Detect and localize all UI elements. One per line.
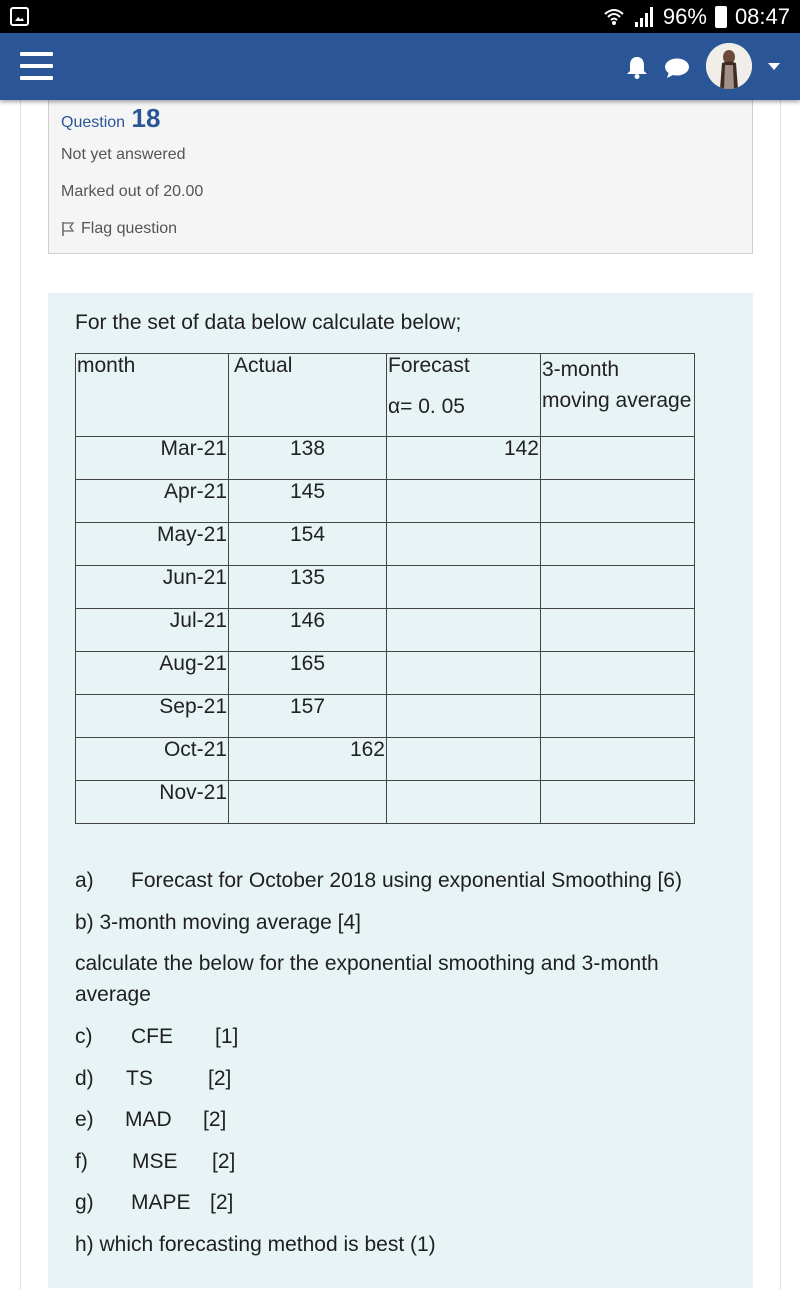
moving-average-cell [541,652,695,695]
forecast-cell [387,781,541,824]
messages-chat-icon[interactable] [664,57,690,79]
table-row [76,652,695,695]
month-cell: Oct-21 [76,738,229,781]
data-table [75,353,695,824]
status-bar [0,0,800,33]
forecast-cell [387,738,541,781]
item-e-name: MAD [125,1108,172,1131]
month-cell: May-21 [76,523,229,566]
actual-cell: 157 [229,695,387,738]
table-row [76,523,695,566]
header-month: month [76,354,229,437]
actual-cell: 135 [229,566,387,609]
header-forecast: Forecast α= 0. 05 [387,354,541,437]
item-f-label: f) [75,1150,88,1173]
item-d-label: d) [75,1067,94,1090]
moving-average-cell [541,738,695,781]
moving-average-cell [541,480,695,523]
item-e-points: [2] [203,1108,227,1131]
forecast-cell [387,523,541,566]
table-row [76,480,695,523]
actual-cell: 165 [229,652,387,695]
calc-instruction-line1: calculate the below for the exponential smoothing and 3-month [75,952,659,975]
item-a-text: Forecast for October 2018 using exponential Smoothing [6) [131,869,682,892]
month-cell: Jul-21 [76,609,229,652]
item-d-points: [2] [208,1067,232,1090]
month-cell: Apr-21 [76,480,229,523]
forecast-cell [387,695,541,738]
question-number: Question 18 [61,103,161,133]
item-f-name: MSE [132,1150,178,1173]
moving-average-cell [541,609,695,652]
moving-average-cell [541,523,695,566]
question-state: Not yet answered [61,146,186,163]
moving-average-cell [541,695,695,738]
moving-average-cell [541,566,695,609]
table-row [76,695,695,738]
forecast-cell [387,566,541,609]
clock: 08:47 [734,3,790,29]
month-cell: Jun-21 [76,566,229,609]
item-f-points: [2] [212,1150,236,1173]
app-bar [0,33,800,100]
month-cell: Mar-21 [76,437,229,480]
item-e-label: e) [75,1108,94,1131]
actual-cell: 145 [229,480,387,523]
actual-cell: 146 [229,609,387,652]
menu-icon[interactable] [20,52,53,80]
item-h: h) which forecasting method is best (1) [75,1233,436,1256]
flag-icon [61,221,75,237]
table-row [76,609,695,652]
moving-average-cell [541,781,695,824]
forecast-cell [387,609,541,652]
table-row [76,566,695,609]
month-cell: Nov-21 [76,781,229,824]
header-moving-average: 3-month moving average [541,354,695,437]
question-info [48,100,753,254]
question-marks: Marked out of 20.00 [61,183,204,200]
header-actual: Actual [229,354,387,437]
notifications-bell-icon[interactable] [626,55,648,79]
item-c-name: CFE [131,1025,173,1048]
table-header-row [76,354,695,437]
signal-icon [633,6,655,28]
forecast-cell [387,480,541,523]
table-row [76,781,695,824]
moving-average-cell [541,437,695,480]
actual-cell: 162 [229,738,387,781]
battery-icon [715,6,727,28]
table-row [76,437,695,480]
item-g-points: [2] [210,1191,234,1214]
item-c-points: [1] [215,1025,239,1048]
table-row [76,738,695,781]
flag-question-link[interactable]: Flag question [61,220,177,238]
item-d-name: TS [126,1067,153,1090]
actual-cell [229,781,387,824]
gallery-notification-icon [10,7,29,26]
calc-instruction-line2: average [75,983,151,1006]
wifi-icon [603,6,625,28]
question-text [48,293,753,1288]
question-intro: For the set of data below calculate below; [75,311,462,334]
actual-cell: 138 [229,437,387,480]
item-g-label: g) [75,1191,94,1214]
month-cell: Sep-21 [76,695,229,738]
month-cell: Aug-21 [76,652,229,695]
item-a-label: a) [75,869,94,892]
forecast-cell [387,652,541,695]
user-menu-caret-icon[interactable] [768,63,780,70]
item-c-label: c) [75,1025,93,1048]
battery-percent: 96% [662,3,707,29]
forecast-cell: 142 [387,437,541,480]
item-g-name: MAPE [131,1191,191,1214]
actual-cell: 154 [229,523,387,566]
item-b: b) 3-month moving average [4] [75,911,361,934]
user-avatar[interactable] [706,43,752,89]
